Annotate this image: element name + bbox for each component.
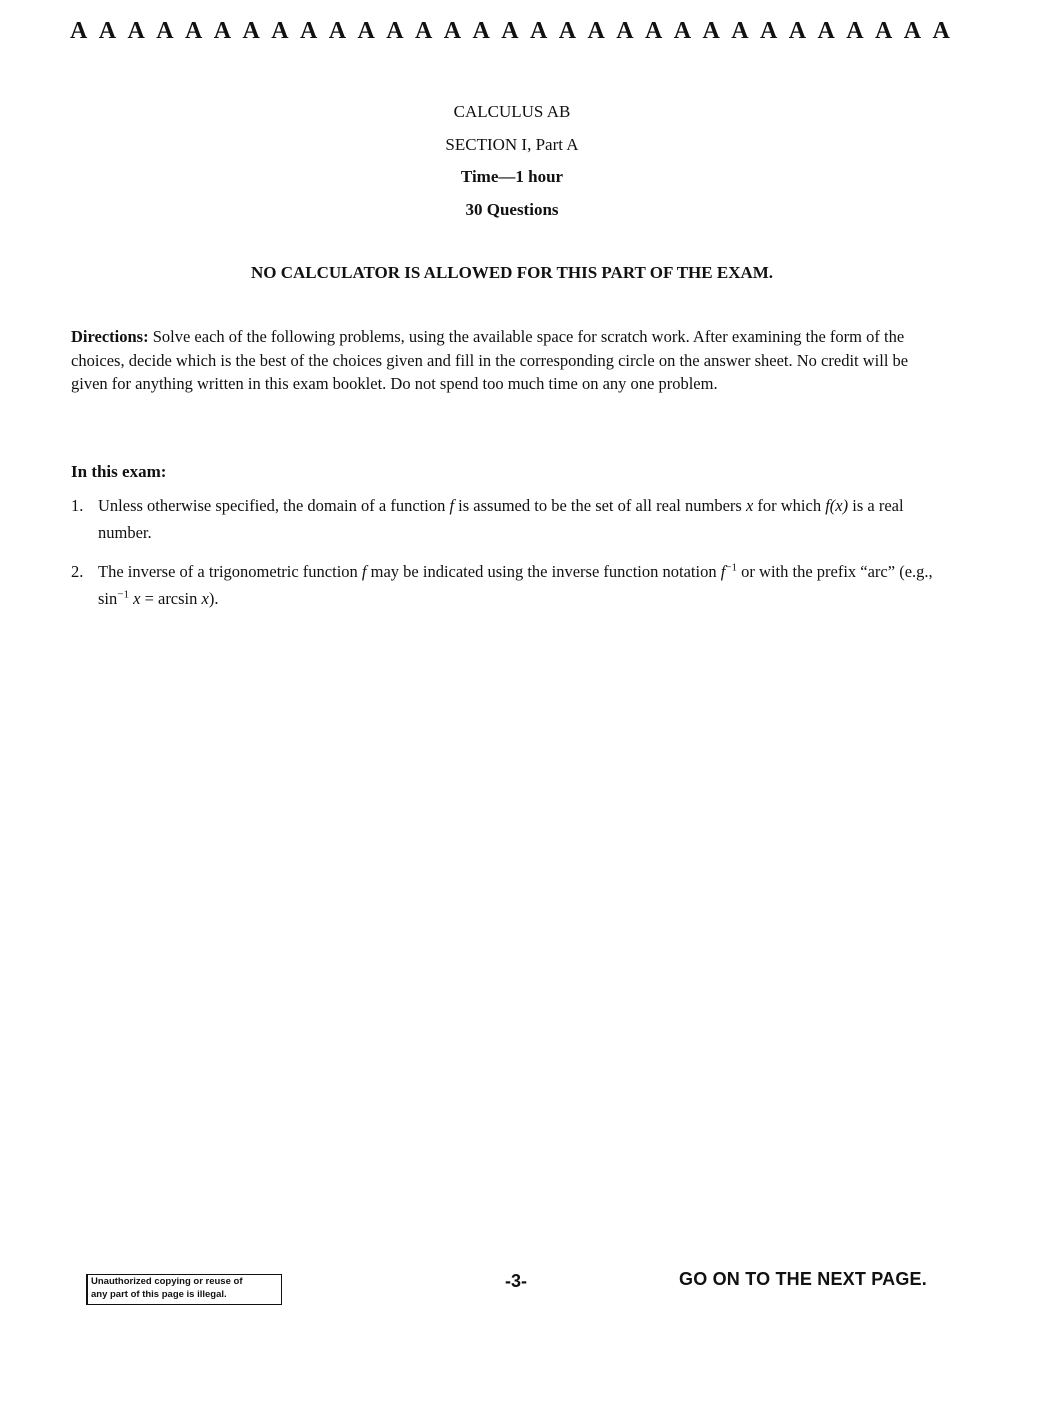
copyright-notice — [86, 1274, 282, 1305]
banner-letter: A — [616, 18, 634, 44]
rule-text: for which — [753, 496, 826, 515]
banner-letter: A — [156, 18, 174, 44]
math-symbol: f — [449, 496, 455, 515]
banner-letter: A — [127, 18, 145, 44]
banner-letter: A — [846, 18, 864, 44]
rule-text: Unless otherwise specified, the domain of a function — [98, 496, 450, 515]
math-symbol: f — [361, 562, 367, 581]
banner-letter: A — [760, 18, 778, 44]
exam-notes-list — [71, 492, 946, 624]
list-item-number: 2. — [71, 562, 84, 581]
banner-letter: A — [300, 18, 318, 44]
banner-letter: A — [645, 18, 663, 44]
banner-letter: A — [530, 18, 548, 44]
math-symbol: x — [133, 589, 141, 608]
banner-letter: A — [932, 18, 950, 44]
superscript: −1 — [117, 588, 129, 601]
banner-letter: A — [558, 18, 577, 44]
list-item — [71, 558, 946, 612]
directions-paragraph — [71, 325, 941, 396]
banner-letter: A — [788, 18, 807, 44]
banner-letter: A — [501, 18, 519, 44]
page-number: -3- — [505, 1271, 527, 1291]
banner-letter: A — [903, 18, 922, 44]
superscript: −1 — [725, 561, 738, 574]
banner-letter: A — [357, 18, 375, 44]
next-page-notice: GO ON TO THE NEXT PAGE. — [679, 1269, 927, 1289]
section-heading — [0, 96, 1024, 226]
rule-text: or with the prefix “arc” (e.g., sin — [98, 562, 933, 608]
banner-letter: A — [70, 18, 88, 44]
time-limit: Time—1 hour — [460, 167, 564, 186]
course-title: CALCULUS AB — [453, 102, 571, 121]
rule-text: is assumed to be the set of all real numbers — [454, 496, 746, 515]
banner-letter: A — [386, 18, 404, 44]
math-symbol: f — [720, 562, 726, 581]
list-item-number: 1. — [71, 496, 84, 515]
banner-letter: A — [242, 18, 260, 44]
exam-notes-heading: In this exam: — [71, 462, 167, 481]
banner-letter: A — [271, 18, 289, 44]
banner-letter: A — [415, 18, 433, 44]
banner-letter: A — [731, 18, 749, 44]
banner-letter: A — [213, 18, 232, 44]
copyright-line: any part of this page is illegal. — [91, 1288, 227, 1300]
rule-text: ). — [208, 589, 219, 608]
banner-letter: A — [443, 18, 462, 44]
question-count: 30 Questions — [465, 199, 559, 219]
rule-text: The inverse of a trigonometric function — [98, 562, 362, 581]
banner-letter: A — [817, 18, 835, 44]
banner-letter: A — [702, 18, 720, 44]
directions-label: Directions: — [71, 327, 149, 346]
banner-letter: A — [185, 18, 203, 44]
banner-letter: A — [328, 18, 347, 44]
rule-text: may be indicated using the inverse function notation — [366, 562, 721, 581]
math-symbol: x — [201, 589, 209, 608]
section-banner — [70, 16, 950, 46]
directions-text: Solve each of the following problems, using the available space for scratch work. After examining the form of the choices, decide which is the best of the choices given and fill in the corresponding circle on the answer sheet. No credit will be given for anything written in this exam booklet. Do not spend too much time on any one problem. — [71, 327, 909, 393]
banner-letter: A — [673, 18, 692, 44]
rule-text: = arcsin — [140, 589, 202, 608]
rule-text: is a real number. — [98, 496, 904, 542]
banner-letter: A — [98, 18, 117, 44]
no-calculator-notice: NO CALCULATOR IS ALLOWED FOR THIS PART OF THE EXAM. — [250, 263, 774, 282]
section-title: SECTION I, Part A — [445, 134, 579, 154]
list-item — [71, 492, 946, 546]
banner-letter: A — [875, 18, 893, 44]
math-expression: f(x) — [825, 496, 849, 515]
banner-letter: A — [587, 18, 605, 44]
banner-letter: A — [472, 18, 490, 44]
math-symbol: x — [745, 496, 754, 515]
copyright-line: Unauthorized copying or reuse of — [91, 1276, 243, 1287]
